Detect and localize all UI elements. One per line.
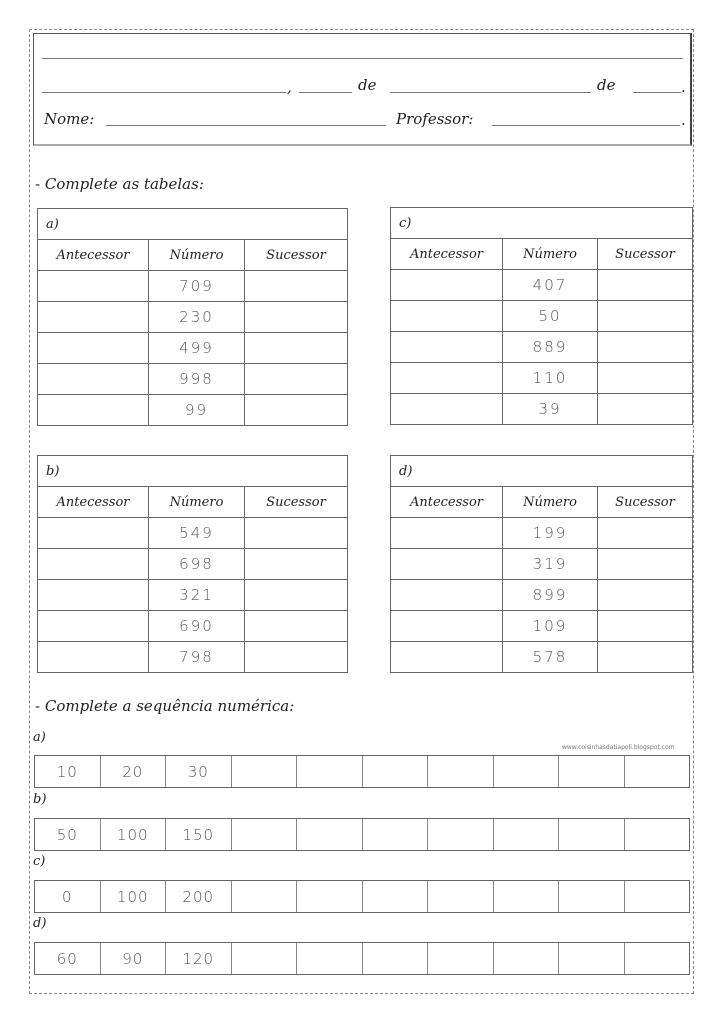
column-header-numero: Número [149, 240, 245, 271]
sucessor-cell[interactable] [598, 518, 693, 549]
table-b [37, 455, 348, 673]
table-row [391, 611, 693, 642]
table-d [390, 455, 693, 673]
table-row [38, 302, 348, 333]
number-cell: 39 [503, 394, 598, 425]
year-line[interactable] [633, 92, 681, 93]
sequence-blank-cell[interactable] [363, 881, 429, 912]
sequence-blank-cell[interactable] [297, 943, 363, 974]
comma-text: , [287, 78, 292, 96]
sequence-label: a) [33, 730, 46, 745]
table-row [391, 394, 693, 425]
number-cell: 798 [149, 642, 245, 673]
number-cell: 499 [149, 333, 245, 364]
column-header-numero: Número [503, 487, 598, 518]
antecessor-cell[interactable] [38, 364, 149, 395]
sequence-given-cell: 60 [35, 943, 101, 974]
table-row [38, 611, 348, 642]
sequence-blank-cell[interactable] [297, 819, 363, 850]
sequence-blank-cell[interactable] [232, 819, 298, 850]
table-label: d) [391, 456, 693, 487]
sequence-label: c) [33, 854, 46, 869]
sequence-given-cell: 120 [166, 943, 232, 974]
table-row [38, 580, 348, 611]
sucessor-cell[interactable] [598, 611, 693, 642]
sequence-blank-cell[interactable] [232, 756, 298, 787]
nome-label: Nome: [44, 110, 95, 128]
antecessor-cell[interactable] [38, 580, 149, 611]
table-row [391, 332, 693, 363]
number-cell: 709 [149, 271, 245, 302]
table-row [38, 642, 348, 673]
antecessor-cell[interactable] [391, 332, 503, 363]
sequence-label: b) [33, 792, 47, 807]
number-cell: 199 [503, 518, 598, 549]
professor-label: Professor: [396, 110, 474, 128]
sucessor-cell[interactable] [245, 549, 348, 580]
watermark-url: www.coisinhasdatiapoli.blogspot.com [562, 744, 675, 751]
number-cell: 578 [503, 642, 598, 673]
sucessor-cell[interactable] [245, 302, 348, 333]
number-cell: 698 [149, 549, 245, 580]
sequence-given-cell: 50 [35, 819, 101, 850]
column-header-antecessor: Antecessor [391, 487, 503, 518]
sequence-blank-cell[interactable] [494, 881, 560, 912]
sequence-blank-cell[interactable] [559, 943, 625, 974]
number-cell: 407 [503, 270, 598, 301]
sequence-blank-cell[interactable] [625, 819, 690, 850]
antecessor-cell[interactable] [38, 302, 149, 333]
sequence-blank-cell[interactable] [494, 819, 560, 850]
tables-section-title: - Complete as tabelas: [35, 175, 204, 193]
number-cell: 230 [149, 302, 245, 333]
antecessor-cell[interactable] [391, 611, 503, 642]
sequence-blank-cell[interactable] [494, 943, 560, 974]
column-header-sucessor: Sucessor [598, 239, 693, 270]
antecessor-cell[interactable] [38, 549, 149, 580]
sequence-blank-cell[interactable] [232, 943, 298, 974]
sequence-given-cell: 20 [101, 756, 167, 787]
professor-line[interactable] [492, 125, 680, 126]
sequence-blank-cell[interactable] [232, 881, 298, 912]
table-label: b) [38, 456, 348, 487]
number-cell: 99 [149, 395, 245, 426]
antecessor-cell[interactable] [38, 333, 149, 364]
antecessor-cell[interactable] [38, 395, 149, 426]
sucessor-cell[interactable] [245, 580, 348, 611]
antecessor-cell[interactable] [391, 580, 503, 611]
number-cell: 109 [503, 611, 598, 642]
period-text-1: . [681, 78, 686, 96]
sequence-blank-cell[interactable] [625, 881, 690, 912]
sequence-blank-cell[interactable] [297, 881, 363, 912]
sequence-row [34, 942, 690, 975]
sequence-blank-cell[interactable] [559, 819, 625, 850]
antecessor-cell[interactable] [38, 642, 149, 673]
day-line[interactable] [299, 92, 352, 93]
sequence-blank-cell[interactable] [428, 943, 494, 974]
antecessor-cell[interactable] [391, 301, 503, 332]
nome-line[interactable] [106, 125, 386, 126]
sequence-label: d) [33, 916, 47, 931]
table-label: c) [391, 208, 693, 239]
sequence-blank-cell[interactable] [428, 819, 494, 850]
sequence-given-cell: 200 [166, 881, 232, 912]
period-text-2: . [681, 111, 686, 129]
number-cell: 50 [503, 301, 598, 332]
number-cell: 321 [149, 580, 245, 611]
sequence-blank-cell[interactable] [494, 756, 560, 787]
sequence-given-cell: 0 [35, 881, 101, 912]
sucessor-cell[interactable] [245, 518, 348, 549]
sequence-blank-cell[interactable] [625, 943, 690, 974]
number-cell: 549 [149, 518, 245, 549]
sequence-blank-cell[interactable] [297, 756, 363, 787]
table-row [38, 333, 348, 364]
sucessor-cell[interactable] [245, 271, 348, 302]
city-line[interactable] [42, 92, 286, 93]
sequence-given-cell: 30 [166, 756, 232, 787]
antecessor-cell[interactable] [391, 270, 503, 301]
sequences-section-title: - Complete a sequência numérica: [35, 697, 295, 715]
column-header-antecessor: Antecessor [38, 240, 149, 271]
sucessor-cell[interactable] [598, 549, 693, 580]
sequence-blank-cell[interactable] [559, 881, 625, 912]
sucessor-cell[interactable] [598, 642, 693, 673]
number-cell: 899 [503, 580, 598, 611]
sequence-given-cell: 100 [101, 819, 167, 850]
sequence-blank-cell[interactable] [428, 756, 494, 787]
column-header-antecessor: Antecessor [391, 239, 503, 270]
sequence-row [34, 755, 690, 788]
number-cell: 998 [149, 364, 245, 395]
sequence-given-cell: 90 [101, 943, 167, 974]
sequence-blank-cell[interactable] [428, 881, 494, 912]
sequence-blank-cell[interactable] [363, 756, 429, 787]
table-row [38, 271, 348, 302]
sucessor-cell[interactable] [598, 301, 693, 332]
month-line[interactable] [390, 92, 591, 93]
sequence-blank-cell[interactable] [559, 756, 625, 787]
sequence-row [34, 818, 690, 851]
number-cell: 690 [149, 611, 245, 642]
antecessor-cell[interactable] [391, 549, 503, 580]
antecessor-cell[interactable] [391, 394, 503, 425]
sequence-given-cell: 100 [101, 881, 167, 912]
table-row [391, 580, 693, 611]
sucessor-cell[interactable] [598, 580, 693, 611]
number-cell: 319 [503, 549, 598, 580]
antecessor-cell[interactable] [38, 518, 149, 549]
table-row [38, 395, 348, 426]
number-cell: 889 [503, 332, 598, 363]
sucessor-cell[interactable] [245, 642, 348, 673]
antecessor-cell[interactable] [391, 642, 503, 673]
sucessor-cell[interactable] [598, 363, 693, 394]
de-text-1: de [358, 76, 377, 94]
table-row [391, 270, 693, 301]
table-row [391, 549, 693, 580]
sucessor-cell[interactable] [598, 270, 693, 301]
table-row [38, 549, 348, 580]
sucessor-cell[interactable] [598, 332, 693, 363]
table-row [391, 363, 693, 394]
sequence-blank-cell[interactable] [625, 756, 690, 787]
sequence-row [34, 880, 690, 913]
school-line[interactable] [42, 58, 683, 59]
column-header-numero: Número [149, 487, 245, 518]
table-c [390, 207, 693, 425]
de-text-2: de [597, 76, 616, 94]
sucessor-cell[interactable] [245, 395, 348, 426]
sequence-given-cell: 10 [35, 756, 101, 787]
antecessor-cell[interactable] [38, 271, 149, 302]
column-header-sucessor: Sucessor [245, 487, 348, 518]
table-row [38, 364, 348, 395]
column-header-numero: Número [503, 239, 598, 270]
sequence-blank-cell[interactable] [363, 943, 429, 974]
table-row [391, 642, 693, 673]
table-row [391, 301, 693, 332]
column-header-sucessor: Sucessor [598, 487, 693, 518]
column-header-sucessor: Sucessor [245, 240, 348, 271]
table-label: a) [38, 209, 348, 240]
sucessor-cell[interactable] [245, 364, 348, 395]
sucessor-cell[interactable] [245, 611, 348, 642]
number-cell: 110 [503, 363, 598, 394]
column-header-antecessor: Antecessor [38, 487, 149, 518]
antecessor-cell[interactable] [38, 611, 149, 642]
table-row [38, 518, 348, 549]
antecessor-cell[interactable] [391, 518, 503, 549]
table-row [391, 518, 693, 549]
sequence-blank-cell[interactable] [363, 819, 429, 850]
antecessor-cell[interactable] [391, 363, 503, 394]
sucessor-cell[interactable] [598, 394, 693, 425]
sucessor-cell[interactable] [245, 333, 348, 364]
table-a [37, 208, 348, 426]
sequence-given-cell: 150 [166, 819, 232, 850]
